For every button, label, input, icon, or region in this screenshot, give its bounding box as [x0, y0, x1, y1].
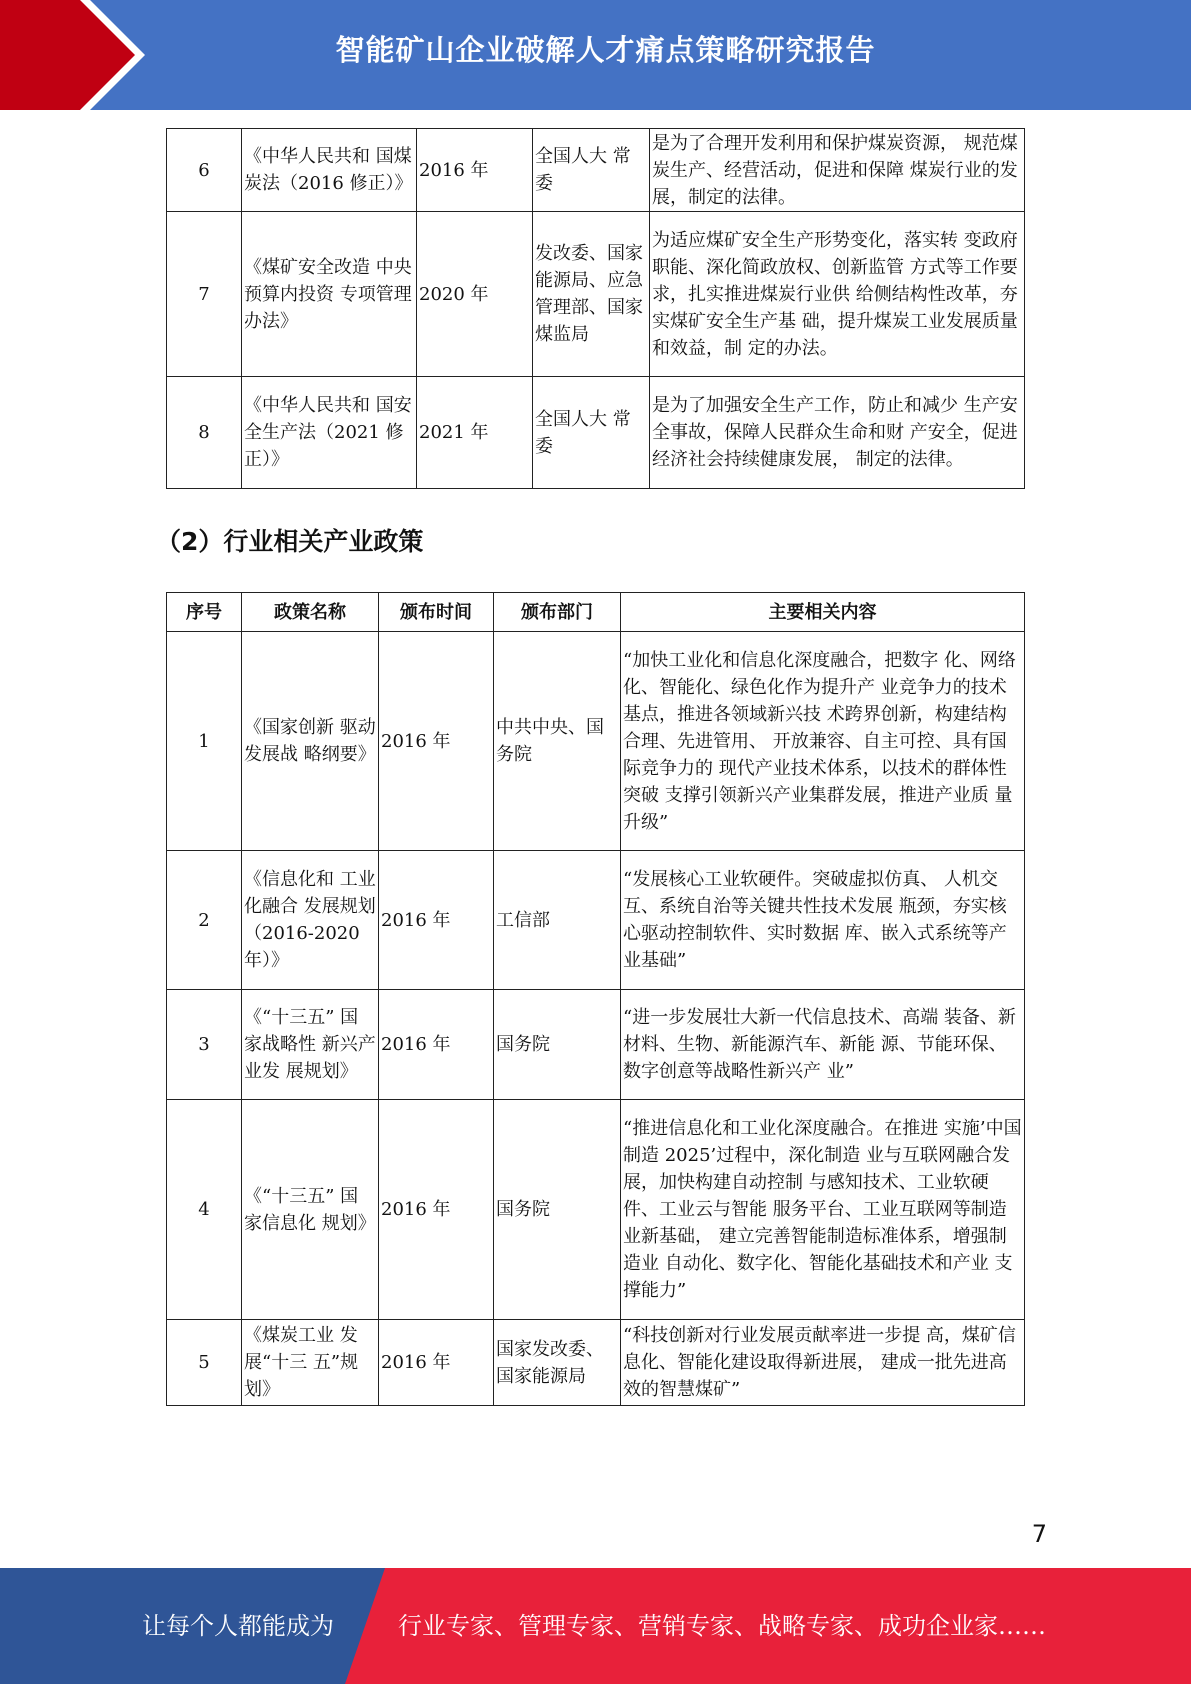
- policy-content: “进一步发展壮大新一代信息技术、高端 装备、新材料、生物、新能源汽车、新能 源、节能环保、数字创意等战略性新兴产 业”: [621, 990, 1025, 1100]
- policy-name: 《国家创新 驱动发展战 略纲要》: [242, 632, 379, 851]
- policy-content: “加快工业化和信息化深度融合，把数字 化、网络化、智能化、绿色化作为提升产 业竞争力的技术基点，推进各领域新兴技 术跨界创新，构建结构合理、先进管用、 开放兼容、自主可控、具有国际竞争力的 现代产业技术体系，以技术的群体性突破 支撑引领新兴产业集群发展，推进产业质 量升级”: [621, 632, 1025, 851]
- issue-time: 2016 年: [379, 851, 494, 990]
- policy-name: 《中华人民共和 国安全生产法（2021 修正）》: [242, 377, 417, 489]
- column-header: 颁布时间: [379, 593, 494, 632]
- industry-policy-table: [166, 592, 1025, 1406]
- header-title: 智能矿山企业破解人才痛点策略研究报告: [335, 33, 876, 67]
- row-number: 4: [167, 1100, 242, 1320]
- issue-dept: 国务院: [494, 990, 621, 1100]
- issue-time: 2016 年: [379, 990, 494, 1100]
- row-number: 2: [167, 851, 242, 990]
- policy-content: 是为了加强安全生产工作，防止和减少 生产安全事故，保障人民群众生命和财 产安全，促进经济社会持续健康发展， 制定的法律。: [650, 377, 1025, 489]
- issue-dept: 国家发改委、国家能源局: [494, 1320, 621, 1406]
- issue-time: 2016 年: [379, 632, 494, 851]
- policy-table-continued: [166, 128, 1025, 489]
- row-number: 3: [167, 990, 242, 1100]
- row-number: 8: [167, 377, 242, 489]
- table-row: [167, 212, 1025, 377]
- issue-dept: 全国人大 常委: [533, 377, 650, 489]
- table-row: [167, 377, 1025, 489]
- policy-name: 《信息化和 工业化融合 发展规划（2016-2020 年）》: [242, 851, 379, 990]
- policy-content: “推进信息化和工业化深度融合。在推进 实施’中国制造 2025’过程中，深化制造 业与互联网融合发展，加快构建自动控制 与感知技术、工业软硬件、工业云与智能 服务平台、工业互联网等制造业新基础， 建立完善智能制造标准体系，增强制造业 自动化、数字化、智能化基础技术和产业 支撑能力”: [621, 1100, 1025, 1320]
- table-header-row: [167, 593, 1025, 632]
- table-row: [167, 851, 1025, 990]
- issue-time: 2016 年: [379, 1320, 494, 1406]
- table-row: [167, 1100, 1025, 1320]
- section-title: （2）行业相关产业政策: [156, 527, 424, 556]
- table-row: [167, 990, 1025, 1100]
- page-number: 7: [1031, 1520, 1047, 1548]
- issue-time: 2020 年: [417, 212, 533, 377]
- issue-dept: 发改委、国家能源局、应急管理部、国家煤监局: [533, 212, 650, 377]
- policy-content: “发展核心工业软硬件。突破虚拟仿真、 人机交互、系统自治等关键共性技术发展 瓶颈，夯实核心驱动控制软件、实时数据 库、嵌入式系统等产业基础”: [621, 851, 1025, 990]
- policy-content: 为适应煤矿安全生产形势变化，落实转 变政府职能、深化简政放权、创新监管 方式等工作要求，扎实推进煤炭行业供 给侧结构性改革，夯实煤矿安全生产基 础，提升煤炭工业发展质量和效益，制 定的办法。: [650, 212, 1025, 377]
- issue-time: 2016 年: [379, 1100, 494, 1320]
- row-number: 7: [167, 212, 242, 377]
- column-header: 颁布部门: [494, 593, 621, 632]
- issue-dept: 全国人大 常委: [533, 129, 650, 212]
- column-header: 主要相关内容: [621, 593, 1025, 632]
- policy-name: 《“十三五” 国家信息化 规划》: [242, 1100, 379, 1320]
- row-number: 1: [167, 632, 242, 851]
- policy-name: 《煤炭工业 发展“十三 五”规划》: [242, 1320, 379, 1406]
- table-row: [167, 632, 1025, 851]
- policy-name: 《“十三五” 国家战略性 新兴产业发 展规划》: [242, 990, 379, 1100]
- policy-content: 是为了合理开发利用和保护煤炭资源， 规范煤炭生产、经营活动，促进和保障 煤炭行业的发展，制定的法律。: [650, 129, 1025, 212]
- page-header: [0, 0, 1191, 110]
- column-header: 序号: [167, 593, 242, 632]
- table-row: [167, 129, 1025, 212]
- issue-dept: 工信部: [494, 851, 621, 990]
- row-number: 5: [167, 1320, 242, 1406]
- row-number: 6: [167, 129, 242, 212]
- issue-time: 2021 年: [417, 377, 533, 489]
- page-footer: [0, 1568, 1191, 1684]
- policy-name: 《煤矿安全改造 中央预算内投资 专项管理办法》: [242, 212, 417, 377]
- table-row: [167, 1320, 1025, 1406]
- footer-slogan-left: 让每个人都能成为: [142, 1612, 334, 1640]
- issue-time: 2016 年: [417, 129, 533, 212]
- policy-content: “科技创新对行业发展贡献率进一步提 高，煤矿信息化、智能化建设取得新进展， 建成一批先进高效的智慧煤矿”: [621, 1320, 1025, 1406]
- issue-dept: 国务院: [494, 1100, 621, 1320]
- column-header: 政策名称: [242, 593, 379, 632]
- issue-dept: 中共中央、国务院: [494, 632, 621, 851]
- policy-name: 《中华人民共和 国煤炭法（2016 修正）》: [242, 129, 417, 212]
- footer-slogan-right: 行业专家、管理专家、营销专家、战略专家、成功企业家……: [398, 1612, 1046, 1640]
